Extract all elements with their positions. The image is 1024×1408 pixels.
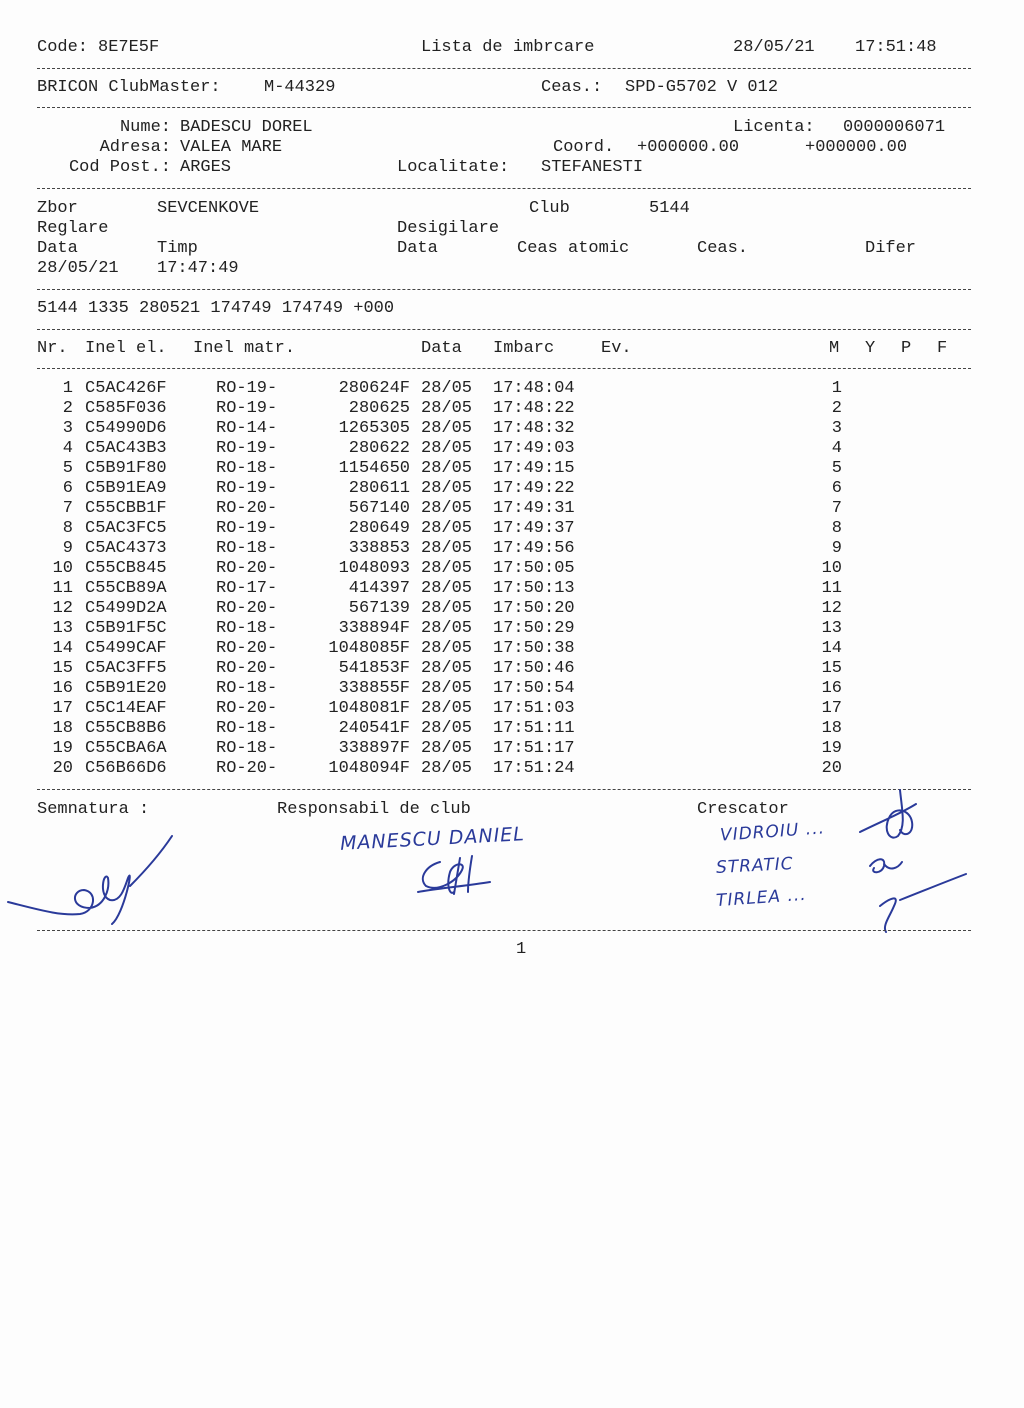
print-date: 28/05/21 [733, 38, 815, 57]
row-inel-el: C54990D6 [85, 419, 167, 438]
row-time: 17:50:29 [493, 619, 575, 638]
col-header-data: Data [421, 339, 462, 358]
row-inel-el: C55CB845 [85, 559, 167, 578]
summary-line: 5144 1335 280521 174749 174749 +000 [37, 299, 395, 318]
row-time: 17:50:54 [493, 679, 575, 698]
row-date: 28/05 [421, 599, 473, 618]
postal-label: Cod Post.: [68, 158, 171, 177]
zbor-label: Zbor [37, 199, 78, 218]
page-number: 1 [516, 940, 527, 959]
address-label: Adresa: [99, 138, 171, 157]
row-inel-matr: 1048093 [338, 559, 410, 578]
row-inel-el: C5B91E20 [85, 679, 167, 698]
ceas-label: Ceas. [697, 239, 749, 258]
row-inel-el: C56B66D6 [85, 759, 167, 778]
semnatura-label: Semnatura : [37, 800, 150, 819]
handwritten-crescator-line-1: VIDROIU ... [719, 818, 826, 846]
row-nr: 10 [52, 559, 73, 578]
row-m: 15 [821, 659, 842, 678]
row-ring-prefix: RO-20- [216, 559, 278, 578]
row-time: 17:48:22 [493, 399, 575, 418]
row-inel-matr: 280624F [338, 379, 410, 398]
data2-label: Data [397, 239, 438, 258]
owner-address: VALEA MARE [180, 138, 283, 157]
coord-x: +000000.00 [637, 138, 740, 157]
row-m: 16 [821, 679, 842, 698]
row-ring-prefix: RO-20- [216, 499, 278, 518]
row-time: 17:49:15 [493, 459, 575, 478]
row-date: 28/05 [421, 739, 473, 758]
reglare-date: 28/05/21 [37, 259, 119, 278]
row-nr: 18 [52, 719, 73, 738]
postal-value: ARGES [180, 158, 232, 177]
crescator-signature-icon [820, 786, 980, 936]
row-date: 28/05 [421, 759, 473, 778]
row-m: 2 [831, 399, 842, 418]
table-row [0, 539, 1024, 559]
table-row [0, 379, 1024, 399]
row-date: 28/05 [421, 619, 473, 638]
coord-y: +000000.00 [805, 138, 908, 157]
license-label: Licenta: [733, 118, 815, 137]
clock-value: SPD-G5702 V 012 [625, 78, 779, 97]
row-inel-el: C585F036 [85, 399, 167, 418]
row-inel-matr: 338853 [348, 539, 410, 558]
license-value: 0000006071 [843, 118, 946, 137]
row-ring-prefix: RO-19- [216, 519, 278, 538]
row-ring-prefix: RO-20- [216, 699, 278, 718]
club-label: Club [529, 199, 570, 218]
row-m: 17 [821, 699, 842, 718]
name-label: Nume: [119, 118, 171, 137]
row-m: 3 [831, 419, 842, 438]
row-nr: 16 [52, 679, 73, 698]
row-ring-prefix: RO-18- [216, 539, 278, 558]
row-ring-prefix: RO-20- [216, 659, 278, 678]
row-ring-prefix: RO-14- [216, 419, 278, 438]
row-inel-matr: 338894F [338, 619, 410, 638]
handwritten-responsabil-name: MANESCU DANIEL [339, 823, 526, 855]
col-header-nr: Nr. [37, 339, 68, 358]
row-nr: 8 [62, 519, 73, 538]
row-m: 11 [821, 579, 842, 598]
row-inel-matr: 414397 [348, 579, 410, 598]
row-m: 5 [831, 459, 842, 478]
table-row [0, 479, 1024, 499]
table-row [0, 579, 1024, 599]
row-inel-el: C5AC3FF5 [85, 659, 167, 678]
table-row [0, 419, 1024, 439]
row-ring-prefix: RO-18- [216, 719, 278, 738]
row-inel-el: C55CB8B6 [85, 719, 167, 738]
row-date: 28/05 [421, 519, 473, 538]
row-ring-prefix: RO-20- [216, 639, 278, 658]
row-nr: 17 [52, 699, 73, 718]
row-inel-el: C5499CAF [85, 639, 167, 658]
reglare-label: Reglare [37, 219, 109, 238]
col-header-y: Y [865, 339, 876, 358]
row-nr: 3 [62, 419, 73, 438]
divider [37, 107, 971, 108]
row-time: 17:49:56 [493, 539, 575, 558]
row-time: 17:50:38 [493, 639, 575, 658]
row-inel-el: C5AC4373 [85, 539, 167, 558]
divider [37, 188, 971, 189]
col-header-m: M [829, 339, 840, 358]
row-m: 13 [821, 619, 842, 638]
row-nr: 2 [62, 399, 73, 418]
row-inel-matr: 1048081F [328, 699, 410, 718]
row-date: 28/05 [421, 399, 473, 418]
row-nr: 13 [52, 619, 73, 638]
row-date: 28/05 [421, 559, 473, 578]
divider [37, 930, 971, 931]
row-date: 28/05 [421, 439, 473, 458]
row-inel-matr: 1048085F [328, 639, 410, 658]
semnatura-signature-icon [0, 830, 200, 930]
row-m: 9 [831, 539, 842, 558]
row-ring-prefix: RO-18- [216, 459, 278, 478]
divider [37, 368, 971, 369]
row-time: 17:51:03 [493, 699, 575, 718]
row-time: 17:48:32 [493, 419, 575, 438]
row-inel-matr: 567140 [348, 499, 410, 518]
product-label: BRICON ClubMaster: [37, 78, 221, 97]
row-ring-prefix: RO-20- [216, 599, 278, 618]
row-time: 17:51:17 [493, 739, 575, 758]
handwritten-crescator-line-2: STRATIC [715, 853, 795, 879]
row-date: 28/05 [421, 499, 473, 518]
row-date: 28/05 [421, 719, 473, 738]
row-time: 17:49:03 [493, 439, 575, 458]
row-m: 1 [831, 379, 842, 398]
row-inel-matr: 280625 [348, 399, 410, 418]
table-row [0, 439, 1024, 459]
row-inel-matr: 280622 [348, 439, 410, 458]
table-row [0, 699, 1024, 719]
table-row [0, 759, 1024, 779]
reglare-time: 17:47:49 [157, 259, 239, 278]
row-date: 28/05 [421, 679, 473, 698]
row-ring-prefix: RO-20- [216, 759, 278, 778]
row-nr: 19 [52, 739, 73, 758]
table-row [0, 399, 1024, 419]
row-nr: 1 [62, 379, 73, 398]
row-inel-el: C5499D2A [85, 599, 167, 618]
row-nr: 5 [62, 459, 73, 478]
divider [37, 329, 971, 330]
row-nr: 4 [62, 439, 73, 458]
locality-label: Localitate: [397, 158, 510, 177]
row-nr: 11 [52, 579, 73, 598]
table-row [0, 599, 1024, 619]
difer-label: Difer [865, 239, 917, 258]
col-header-inel-matr: Inel matr. [193, 339, 296, 358]
print-time: 17:51:48 [855, 38, 937, 57]
data-label: Data [37, 239, 78, 258]
row-ring-prefix: RO-19- [216, 479, 278, 498]
row-ring-prefix: RO-19- [216, 439, 278, 458]
row-inel-el: C5B91F80 [85, 459, 167, 478]
row-time: 17:49:37 [493, 519, 575, 538]
row-inel-el: C5B91F5C [85, 619, 167, 638]
row-time: 17:51:24 [493, 759, 575, 778]
ceas-atomic-label: Ceas atomic [517, 239, 630, 258]
row-date: 28/05 [421, 459, 473, 478]
row-inel-matr: 338897F [338, 739, 410, 758]
row-m: 19 [821, 739, 842, 758]
responsabil-label: Responsabil de club [277, 800, 471, 819]
row-inel-matr: 240541F [338, 719, 410, 738]
row-ring-prefix: RO-19- [216, 379, 278, 398]
row-inel-matr: 338855F [338, 679, 410, 698]
table-row [0, 739, 1024, 759]
row-inel-matr: 541853F [338, 659, 410, 678]
row-time: 17:50:13 [493, 579, 575, 598]
locality-value: STEFANESTI [541, 158, 644, 177]
row-ring-prefix: RO-19- [216, 399, 278, 418]
row-m: 12 [821, 599, 842, 618]
table-row [0, 499, 1024, 519]
table-row [0, 639, 1024, 659]
code-value: 8E7E5F [98, 38, 160, 57]
row-date: 28/05 [421, 659, 473, 678]
club-value: 5144 [649, 199, 690, 218]
row-inel-el: C5AC426F [85, 379, 167, 398]
row-nr: 7 [62, 499, 73, 518]
clock-label: Ceas.: [541, 78, 603, 97]
owner-name: BADESCU DOREL [180, 118, 313, 137]
timp-label: Timp [157, 239, 198, 258]
row-inel-matr: 1154650 [338, 459, 410, 478]
row-inel-el: C5AC43B3 [85, 439, 167, 458]
row-inel-matr: 280611 [348, 479, 410, 498]
row-time: 17:50:46 [493, 659, 575, 678]
col-header-p: P [901, 339, 912, 358]
row-date: 28/05 [421, 379, 473, 398]
row-nr: 6 [62, 479, 73, 498]
row-time: 17:49:31 [493, 499, 575, 518]
row-nr: 9 [62, 539, 73, 558]
row-date: 28/05 [421, 639, 473, 658]
code-label: Code: [37, 38, 89, 57]
row-time: 17:48:04 [493, 379, 575, 398]
row-m: 20 [821, 759, 842, 778]
table-row [0, 679, 1024, 699]
responsabil-signature-icon [410, 852, 500, 902]
col-header-ev: Ev. [601, 339, 632, 358]
row-m: 10 [821, 559, 842, 578]
document-title: Lista de imbrcare [421, 38, 595, 57]
row-ring-prefix: RO-18- [216, 619, 278, 638]
row-inel-matr: 567139 [348, 599, 410, 618]
row-inel-el: C55CBB1F [85, 499, 167, 518]
handwritten-crescator-line-3: TIRLEA ... [715, 884, 808, 912]
crescator-label: Crescator [697, 800, 789, 819]
row-inel-el: C5B91EA9 [85, 479, 167, 498]
row-nr: 14 [52, 639, 73, 658]
col-header-inel-el: Inel el. [85, 339, 167, 358]
row-ring-prefix: RO-17- [216, 579, 278, 598]
row-time: 17:49:22 [493, 479, 575, 498]
row-ring-prefix: RO-18- [216, 679, 278, 698]
row-time: 17:50:05 [493, 559, 575, 578]
row-time: 17:51:11 [493, 719, 575, 738]
row-inel-matr: 1265305 [338, 419, 410, 438]
row-nr: 15 [52, 659, 73, 678]
divider [37, 289, 971, 290]
row-ring-prefix: RO-18- [216, 739, 278, 758]
table-row [0, 519, 1024, 539]
table-row [0, 559, 1024, 579]
row-m: 7 [831, 499, 842, 518]
row-date: 28/05 [421, 699, 473, 718]
row-time: 17:50:20 [493, 599, 575, 618]
table-row [0, 619, 1024, 639]
row-date: 28/05 [421, 539, 473, 558]
master-id: M-44329 [264, 78, 336, 97]
table-row [0, 659, 1024, 679]
row-m: 6 [831, 479, 842, 498]
row-inel-matr: 280649 [348, 519, 410, 538]
row-m: 18 [821, 719, 842, 738]
zbor-value: SEVCENKOVE [157, 199, 260, 218]
row-date: 28/05 [421, 419, 473, 438]
row-date: 28/05 [421, 579, 473, 598]
divider [37, 68, 971, 69]
row-m: 14 [821, 639, 842, 658]
desigilare-label: Desigilare [397, 219, 500, 238]
table-row [0, 459, 1024, 479]
col-header-imbarc: Imbarc [493, 339, 555, 358]
row-inel-el: C55CB89A [85, 579, 167, 598]
row-nr: 20 [52, 759, 73, 778]
row-inel-matr: 1048094F [328, 759, 410, 778]
row-nr: 12 [52, 599, 73, 618]
row-inel-el: C5AC3FC5 [85, 519, 167, 538]
coord-label: Coord. [553, 138, 615, 157]
row-inel-el: C55CBA6A [85, 739, 167, 758]
row-date: 28/05 [421, 479, 473, 498]
row-m: 8 [831, 519, 842, 538]
row-m: 4 [831, 439, 842, 458]
table-row [0, 719, 1024, 739]
row-inel-el: C5C14EAF [85, 699, 167, 718]
col-header-f: F [937, 339, 948, 358]
